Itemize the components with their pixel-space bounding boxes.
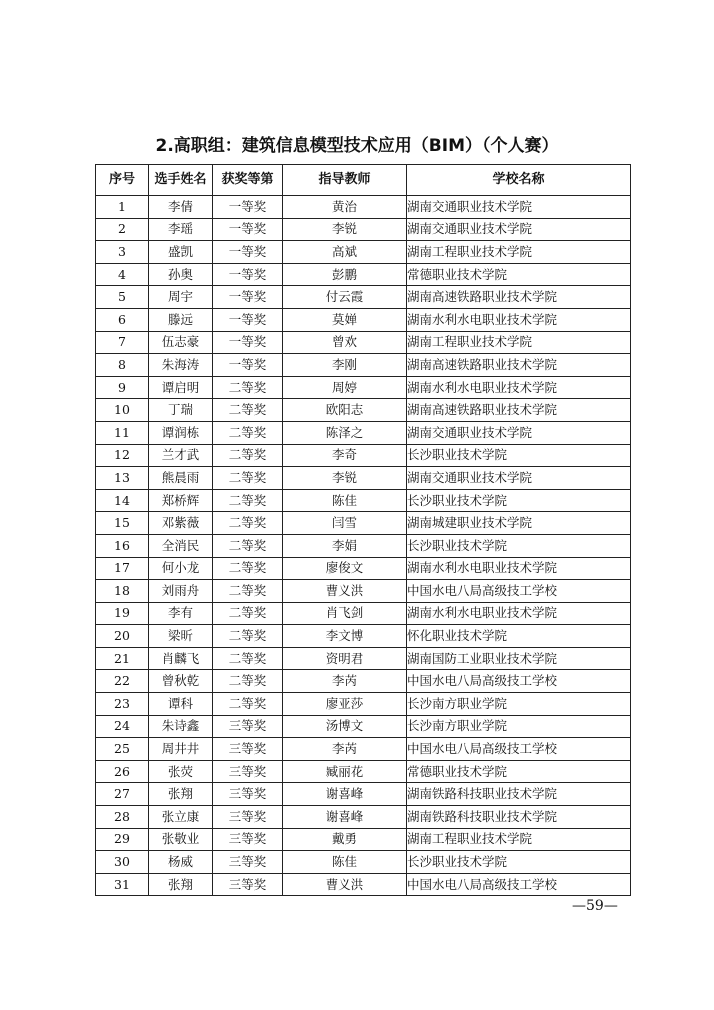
cell-serial: 27 (96, 783, 149, 806)
cell-award-level: 二等奖 (213, 489, 283, 512)
cell-award-level: 三等奖 (213, 738, 283, 761)
table-row (96, 331, 631, 354)
table-row (96, 534, 631, 557)
cell-award-level: 二等奖 (213, 602, 283, 625)
cell-instructor: 陈泽之 (283, 421, 407, 444)
cell-serial: 6 (96, 308, 149, 331)
table-row (96, 738, 631, 761)
cell-serial: 29 (96, 828, 149, 851)
table-row (96, 489, 631, 512)
cell-contestant-name: 周宇 (149, 286, 213, 309)
cell-serial: 21 (96, 647, 149, 670)
cell-instructor: 资明君 (283, 647, 407, 670)
cell-instructor: 臧丽花 (283, 760, 407, 783)
cell-contestant-name: 李倩 (149, 196, 213, 219)
cell-school-name: 湖南水利水电职业技术学院 (407, 602, 631, 625)
cell-school-name: 长沙职业技术学院 (407, 489, 631, 512)
cell-serial: 11 (96, 421, 149, 444)
cell-school-name: 湖南铁路科技职业技术学院 (407, 806, 631, 829)
cell-instructor: 谢喜峰 (283, 783, 407, 806)
cell-contestant-name: 李瑶 (149, 218, 213, 241)
cell-instructor: 高斌 (283, 241, 407, 264)
cell-instructor: 莫婵 (283, 308, 407, 331)
cell-contestant-name: 张翔 (149, 873, 213, 896)
header-serial: 序号 (96, 165, 149, 196)
cell-school-name: 常德职业技术学院 (407, 263, 631, 286)
cell-contestant-name: 滕远 (149, 308, 213, 331)
cell-serial: 3 (96, 241, 149, 264)
cell-award-level: 三等奖 (213, 760, 283, 783)
cell-award-level: 二等奖 (213, 534, 283, 557)
cell-contestant-name: 张翔 (149, 783, 213, 806)
cell-school-name: 湖南交通职业技术学院 (407, 196, 631, 219)
cell-school-name: 湖南水利水电职业技术学院 (407, 308, 631, 331)
cell-school-name: 中国水电八局高级技工学校 (407, 580, 631, 603)
table-row (96, 806, 631, 829)
table-row (96, 263, 631, 286)
table-header-row (96, 165, 631, 196)
cell-contestant-name: 伍志豪 (149, 331, 213, 354)
cell-instructor: 曹义洪 (283, 873, 407, 896)
cell-serial: 9 (96, 376, 149, 399)
cell-school-name: 湖南铁路科技职业技术学院 (407, 783, 631, 806)
cell-instructor: 曹义洪 (283, 580, 407, 603)
cell-contestant-name: 郑桥辉 (149, 489, 213, 512)
table-row (96, 241, 631, 264)
table-row (96, 286, 631, 309)
cell-contestant-name: 朱诗鑫 (149, 715, 213, 738)
cell-award-level: 三等奖 (213, 806, 283, 829)
cell-instructor: 周婷 (283, 376, 407, 399)
cell-contestant-name: 梁昕 (149, 625, 213, 648)
header-instructor: 指导教师 (283, 165, 407, 196)
cell-serial: 14 (96, 489, 149, 512)
cell-award-level: 二等奖 (213, 647, 283, 670)
table-row (96, 693, 631, 716)
cell-instructor: 戴勇 (283, 828, 407, 851)
cell-serial: 13 (96, 467, 149, 490)
cell-award-level: 二等奖 (213, 557, 283, 580)
cell-instructor: 李奇 (283, 444, 407, 467)
cell-serial: 24 (96, 715, 149, 738)
table-row (96, 602, 631, 625)
table-row (96, 828, 631, 851)
cell-school-name: 湖南交通职业技术学院 (407, 421, 631, 444)
cell-instructor: 李芮 (283, 738, 407, 761)
awards-table (95, 164, 631, 896)
cell-award-level: 三等奖 (213, 873, 283, 896)
cell-instructor: 李芮 (283, 670, 407, 693)
cell-serial: 19 (96, 602, 149, 625)
table-row (96, 873, 631, 896)
cell-school-name: 湖南高速铁路职业技术学院 (407, 354, 631, 377)
cell-school-name: 长沙职业技术学院 (407, 444, 631, 467)
cell-instructor: 廖亚莎 (283, 693, 407, 716)
cell-school-name: 长沙职业技术学院 (407, 851, 631, 874)
table-row (96, 625, 631, 648)
cell-school-name: 中国水电八局高级技工学校 (407, 670, 631, 693)
cell-contestant-name: 熊晨雨 (149, 467, 213, 490)
cell-contestant-name: 谭润栋 (149, 421, 213, 444)
cell-contestant-name: 李有 (149, 602, 213, 625)
cell-school-name: 湖南水利水电职业技术学院 (407, 557, 631, 580)
cell-award-level: 一等奖 (213, 331, 283, 354)
cell-serial: 26 (96, 760, 149, 783)
cell-contestant-name: 盛凯 (149, 241, 213, 264)
cell-contestant-name: 曾秋乾 (149, 670, 213, 693)
cell-school-name: 常德职业技术学院 (407, 760, 631, 783)
cell-contestant-name: 肖麟飞 (149, 647, 213, 670)
cell-contestant-name: 张敬业 (149, 828, 213, 851)
cell-serial: 30 (96, 851, 149, 874)
cell-school-name: 长沙南方职业学院 (407, 693, 631, 716)
cell-award-level: 一等奖 (213, 196, 283, 219)
cell-award-level: 二等奖 (213, 376, 283, 399)
table-row (96, 308, 631, 331)
table-row (96, 715, 631, 738)
cell-serial: 23 (96, 693, 149, 716)
cell-instructor: 陈佳 (283, 851, 407, 874)
cell-award-level: 二等奖 (213, 467, 283, 490)
cell-contestant-name: 朱海涛 (149, 354, 213, 377)
cell-instructor: 汤博文 (283, 715, 407, 738)
cell-serial: 7 (96, 331, 149, 354)
table-row (96, 196, 631, 219)
cell-award-level: 二等奖 (213, 693, 283, 716)
table-row (96, 647, 631, 670)
cell-serial: 17 (96, 557, 149, 580)
cell-school-name: 中国水电八局高级技工学校 (407, 873, 631, 896)
cell-serial: 1 (96, 196, 149, 219)
cell-instructor: 李锐 (283, 467, 407, 490)
table-row (96, 444, 631, 467)
cell-instructor: 陈佳 (283, 489, 407, 512)
cell-serial: 22 (96, 670, 149, 693)
cell-award-level: 一等奖 (213, 218, 283, 241)
page-number: —59— (572, 898, 618, 914)
cell-instructor: 肖飞剑 (283, 602, 407, 625)
cell-award-level: 二等奖 (213, 444, 283, 467)
cell-school-name: 湖南交通职业技术学院 (407, 218, 631, 241)
cell-school-name: 怀化职业技术学院 (407, 625, 631, 648)
table-row (96, 354, 631, 377)
table-row (96, 399, 631, 422)
cell-contestant-name: 刘雨舟 (149, 580, 213, 603)
table-row (96, 421, 631, 444)
cell-instructor: 李刚 (283, 354, 407, 377)
table-row (96, 783, 631, 806)
cell-award-level: 一等奖 (213, 263, 283, 286)
header-award-level: 获奖等第 (213, 165, 283, 196)
table-body (96, 196, 631, 896)
cell-award-level: 三等奖 (213, 828, 283, 851)
cell-award-level: 一等奖 (213, 308, 283, 331)
cell-school-name: 湖南工程职业技术学院 (407, 828, 631, 851)
header-school-name: 学校名称 (407, 165, 631, 196)
cell-contestant-name: 邓紫薇 (149, 512, 213, 535)
cell-serial: 25 (96, 738, 149, 761)
cell-award-level: 三等奖 (213, 715, 283, 738)
cell-instructor: 李娟 (283, 534, 407, 557)
cell-award-level: 三等奖 (213, 783, 283, 806)
cell-contestant-name: 全消民 (149, 534, 213, 557)
cell-contestant-name: 何小龙 (149, 557, 213, 580)
header-contestant-name: 选手姓名 (149, 165, 213, 196)
document-title: 2.高职组：建筑信息模型技术应用（BIM）（个人赛） (155, 136, 559, 156)
cell-serial: 2 (96, 218, 149, 241)
cell-contestant-name: 周井井 (149, 738, 213, 761)
cell-award-level: 二等奖 (213, 512, 283, 535)
cell-school-name: 湖南交通职业技术学院 (407, 467, 631, 490)
cell-contestant-name: 张立康 (149, 806, 213, 829)
cell-school-name: 湖南城建职业技术学院 (407, 512, 631, 535)
cell-contestant-name: 兰才武 (149, 444, 213, 467)
cell-contestant-name: 孙奥 (149, 263, 213, 286)
cell-contestant-name: 杨威 (149, 851, 213, 874)
cell-instructor: 谢喜峰 (283, 806, 407, 829)
cell-contestant-name: 张荧 (149, 760, 213, 783)
cell-school-name: 湖南水利水电职业技术学院 (407, 376, 631, 399)
cell-award-level: 二等奖 (213, 421, 283, 444)
cell-serial: 16 (96, 534, 149, 557)
cell-school-name: 湖南工程职业技术学院 (407, 241, 631, 264)
cell-serial: 20 (96, 625, 149, 648)
cell-serial: 8 (96, 354, 149, 377)
cell-serial: 18 (96, 580, 149, 603)
table-row (96, 218, 631, 241)
cell-award-level: 二等奖 (213, 625, 283, 648)
cell-instructor: 廖俊文 (283, 557, 407, 580)
cell-instructor: 欧阳志 (283, 399, 407, 422)
cell-instructor: 付云霞 (283, 286, 407, 309)
cell-serial: 15 (96, 512, 149, 535)
cell-award-level: 一等奖 (213, 286, 283, 309)
cell-serial: 5 (96, 286, 149, 309)
table-row (96, 512, 631, 535)
cell-school-name: 长沙职业技术学院 (407, 534, 631, 557)
cell-award-level: 二等奖 (213, 399, 283, 422)
cell-instructor: 曾欢 (283, 331, 407, 354)
cell-serial: 28 (96, 806, 149, 829)
cell-school-name: 湖南工程职业技术学院 (407, 331, 631, 354)
table-row (96, 557, 631, 580)
cell-school-name: 湖南国防工业职业技术学院 (407, 647, 631, 670)
cell-award-level: 二等奖 (213, 580, 283, 603)
cell-school-name: 长沙南方职业学院 (407, 715, 631, 738)
cell-instructor: 彭鹏 (283, 263, 407, 286)
cell-instructor: 闫雪 (283, 512, 407, 535)
cell-contestant-name: 谭启明 (149, 376, 213, 399)
cell-contestant-name: 丁瑞 (149, 399, 213, 422)
table-row (96, 851, 631, 874)
cell-contestant-name: 谭科 (149, 693, 213, 716)
cell-serial: 31 (96, 873, 149, 896)
cell-instructor: 李锐 (283, 218, 407, 241)
cell-award-level: 一等奖 (213, 354, 283, 377)
cell-instructor: 李文博 (283, 625, 407, 648)
cell-serial: 12 (96, 444, 149, 467)
cell-instructor: 黄治 (283, 196, 407, 219)
table-row (96, 580, 631, 603)
table-row (96, 670, 631, 693)
table-row (96, 376, 631, 399)
cell-award-level: 一等奖 (213, 241, 283, 264)
cell-award-level: 三等奖 (213, 851, 283, 874)
cell-award-level: 二等奖 (213, 670, 283, 693)
table-row (96, 467, 631, 490)
cell-school-name: 湖南高速铁路职业技术学院 (407, 399, 631, 422)
cell-school-name: 中国水电八局高级技工学校 (407, 738, 631, 761)
cell-serial: 10 (96, 399, 149, 422)
cell-serial: 4 (96, 263, 149, 286)
cell-school-name: 湖南高速铁路职业技术学院 (407, 286, 631, 309)
table-row (96, 760, 631, 783)
